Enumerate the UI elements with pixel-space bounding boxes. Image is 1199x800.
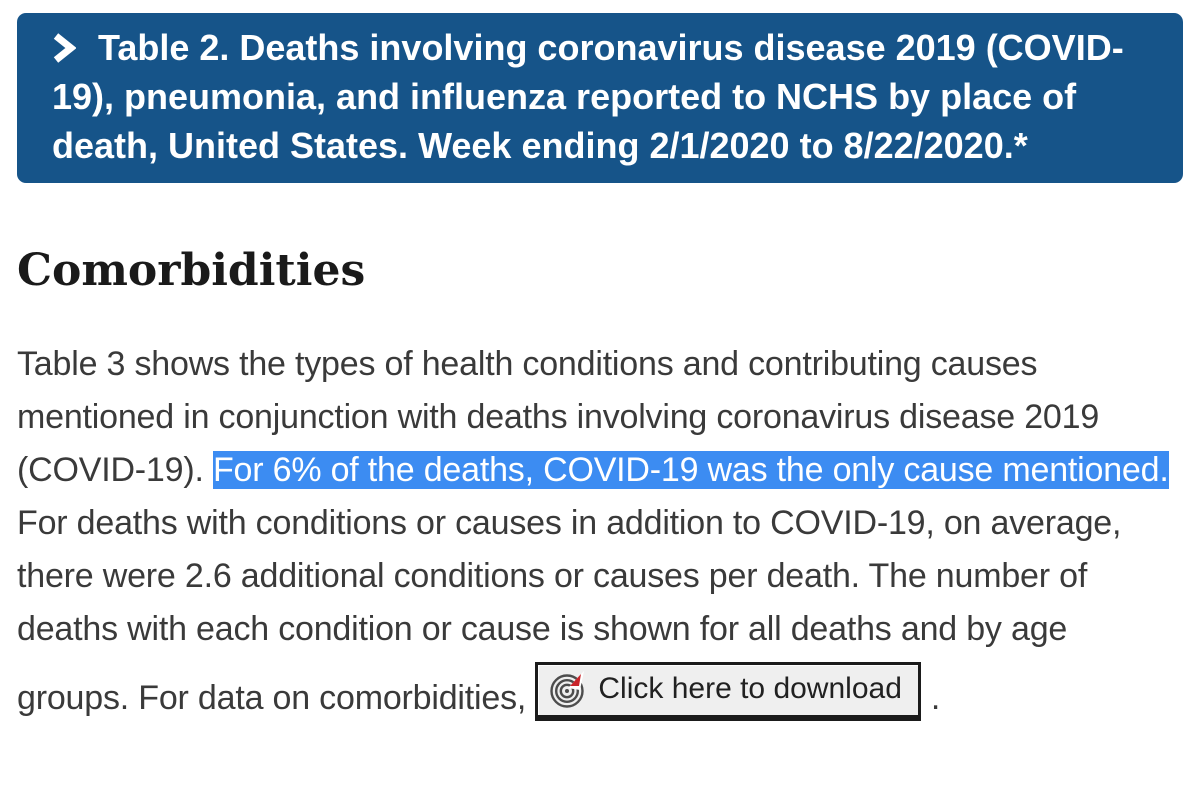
disc-download-icon (548, 669, 588, 709)
accordion-title: Table 2. Deaths involving coronavirus disease 2019 (COVID-19), pneumonia, and influenza reported to NCHS by place of death, United States. Week ending 2/1/2020 to 8/22/2020.* (52, 27, 1124, 166)
page (0, 13, 1199, 800)
download-button-label: Click here to download (598, 672, 902, 705)
highlighted-selection-text: For 6% of the deaths, COVID-19 was the only cause mentioned. (212, 451, 1169, 489)
body-paragraph (17, 338, 1181, 725)
section-heading-comorbidities: Comorbidities (17, 245, 366, 296)
paragraph-text-post: For deaths with conditions or causes in addition to COVID-19, on average, there were 2.6 additional conditions or causes per death. The number of deaths with each condition or cause is shown for all deaths and by age groups. For data on comorbidities, (17, 504, 1122, 717)
chevron-right-icon (52, 33, 76, 63)
accordion-header-table2[interactable] (17, 13, 1183, 183)
paragraph-text-end: . (930, 679, 941, 717)
download-button[interactable] (535, 662, 921, 718)
paragraph-text-pre: Table 3 shows the types of health conditions and contributing causes mentioned in conjunction with deaths involving coronavirus disease 2019 (COVID-19). (17, 345, 1100, 489)
